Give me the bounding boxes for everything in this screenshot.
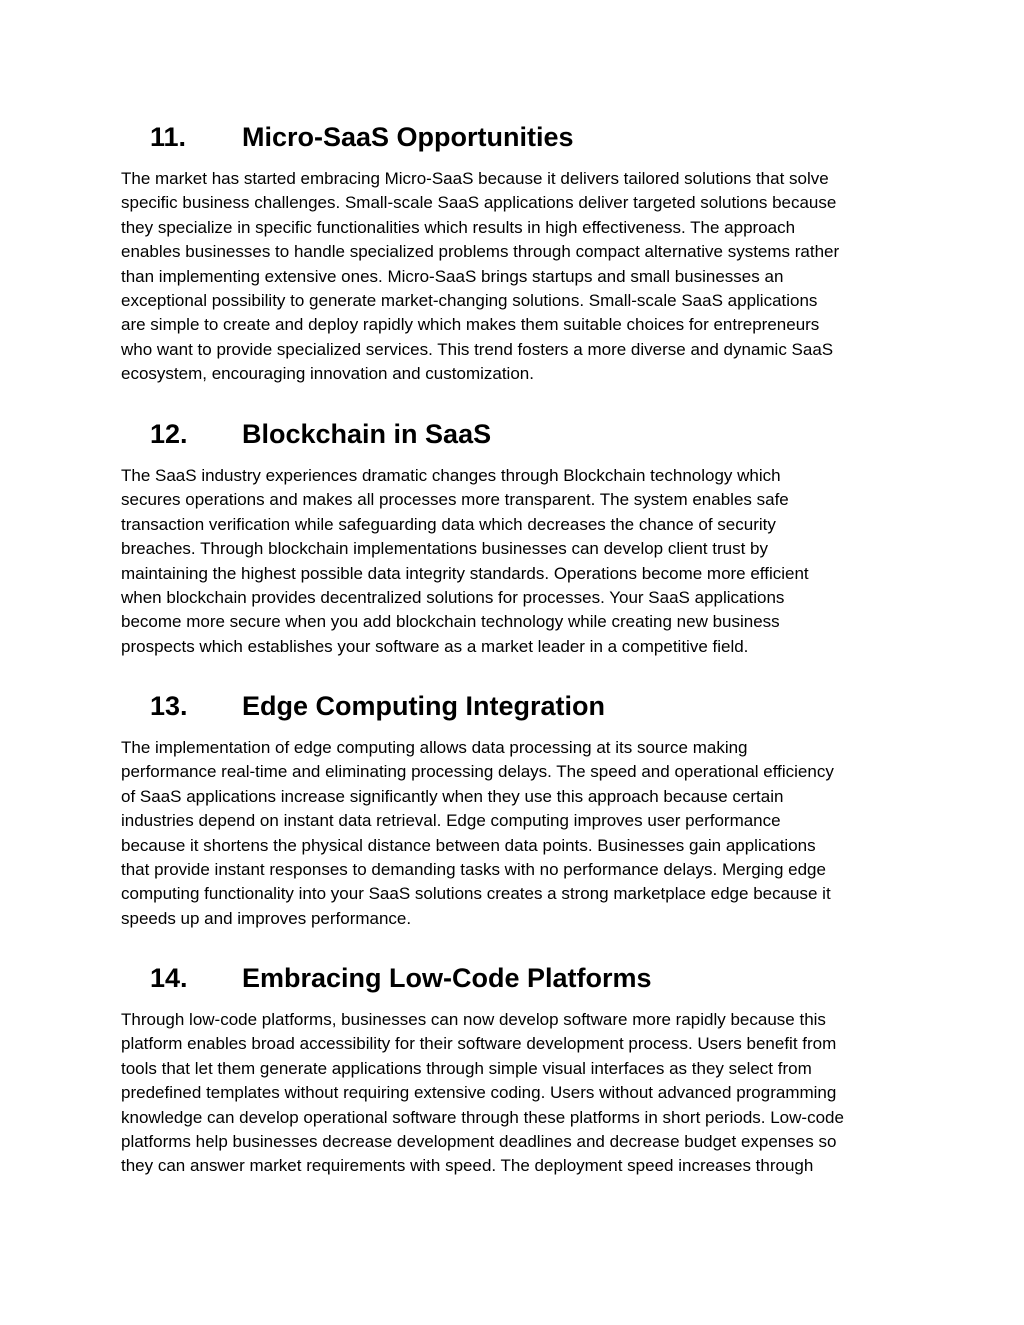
section-paragraph xyxy=(121,167,911,387)
section-blockchain xyxy=(0,414,1024,659)
paragraph-line: specific business challenges. Small-scale SaaS applications deliver targeted solutions because xyxy=(121,193,837,213)
paragraph-line: The implementation of edge computing allows data processing at its source making xyxy=(121,738,748,757)
paragraph-line: prospects which establishes your software as a market leader in a competitive field. xyxy=(121,636,749,656)
section-heading xyxy=(0,686,1024,726)
paragraph-line: that provide instant responses to demanding tasks with no performance delays. Merging edge xyxy=(121,860,826,880)
section-number: 13. xyxy=(150,691,188,721)
paragraph-line: because it shortens the physical distance between data points. Businesses gain applications xyxy=(121,835,816,855)
paragraph-line: enables businesses to handle specialized problems through compact alternative systems rather xyxy=(121,242,840,262)
paragraph-line: platforms help businesses decrease development deadlines and decrease budget expenses so xyxy=(121,1132,837,1152)
paragraph-line: predefined templates without requiring extensive coding. Users without advanced programming xyxy=(121,1083,837,1103)
paragraph-line: speeds up and improves performance. xyxy=(121,908,412,928)
section-title: Edge Computing Integration xyxy=(242,691,605,721)
section-title: Blockchain in SaaS xyxy=(242,419,492,449)
paragraph-line: when blockchain provides decentralized solutions for processes. Your SaaS applications xyxy=(121,588,785,608)
paragraph-line: industries depend on instant data retrieval. Edge computing improves user performance xyxy=(121,811,781,831)
section-edge-computing xyxy=(0,686,1024,931)
paragraph-line: knowledge can develop operational software through these platforms in short periods. Low-code xyxy=(121,1107,844,1127)
section-title: Embracing Low-Code Platforms xyxy=(242,963,652,993)
section-number: 11. xyxy=(150,122,187,152)
section-number: 14. xyxy=(150,963,188,993)
paragraph-line: The SaaS industry experiences dramatic changes through Blockchain technology which xyxy=(121,466,781,485)
paragraph-line: breaches. Through blockchain implementations businesses can develop client trust by xyxy=(121,539,768,559)
section-paragraph xyxy=(121,464,911,659)
paragraph-line: who want to provide specialized services. This trend fosters a more diverse and dynamic SaaS xyxy=(121,339,834,359)
section-low-code xyxy=(0,958,1024,1179)
paragraph-line: maintaining the highest possible data integrity standards. Operations become more efficient xyxy=(121,563,809,583)
paragraph-line: are simple to create and deploy rapidly which makes them suitable choices for entrepreneurs xyxy=(121,315,820,335)
paragraph-line: computing functionality into your SaaS solutions creates a strong marketplace edge because it xyxy=(121,884,831,904)
paragraph-line: exceptional possibility to generate market-changing solutions. Small-scale SaaS applications xyxy=(121,291,818,311)
section-heading xyxy=(0,117,1024,157)
paragraph-line: they can answer market requirements with speed. The deployment speed increases through xyxy=(121,1156,814,1176)
paragraph-line: secures operations and makes all processes more transparent. The system enables safe xyxy=(121,490,789,510)
section-heading xyxy=(0,414,1024,454)
paragraph-line: than implementing extensive ones. Micro-SaaS brings startups and small businesses an xyxy=(121,266,784,286)
paragraph-line: transaction verification while safeguarding data which decreases the chance of security xyxy=(121,514,776,534)
paragraph-line: Through low-code platforms, businesses can now develop software more rapidly because this xyxy=(121,1010,826,1029)
section-paragraph xyxy=(121,1008,911,1179)
paragraph-line: become more secure when you add blockchain technology while creating new business xyxy=(121,612,780,632)
paragraph-line: platform enables broad accessibility for their software development process. Users benefit from xyxy=(121,1034,837,1054)
section-title: Micro-SaaS Opportunities xyxy=(242,122,574,152)
paragraph-line: they specialize in specific functionalities which results in high effectiveness. The approach xyxy=(121,217,796,237)
paragraph-line: ecosystem, encouraging innovation and customization. xyxy=(121,364,534,384)
section-paragraph xyxy=(121,736,911,931)
paragraph-line: The market has started embracing Micro-SaaS because it delivers tailored solutions that solve xyxy=(121,169,829,188)
paragraph-line: of SaaS applications increase significantly when they use this approach because certain xyxy=(121,786,784,806)
section-number: 12. xyxy=(150,419,188,449)
paragraph-line: performance real-time and eliminating processing delays. The speed and operational efficiency xyxy=(121,762,834,782)
paragraph-line: tools that let them generate applications through simple visual interfaces as they select from xyxy=(121,1058,812,1078)
section-heading xyxy=(0,958,1024,998)
section-micro-saas xyxy=(0,117,1024,387)
